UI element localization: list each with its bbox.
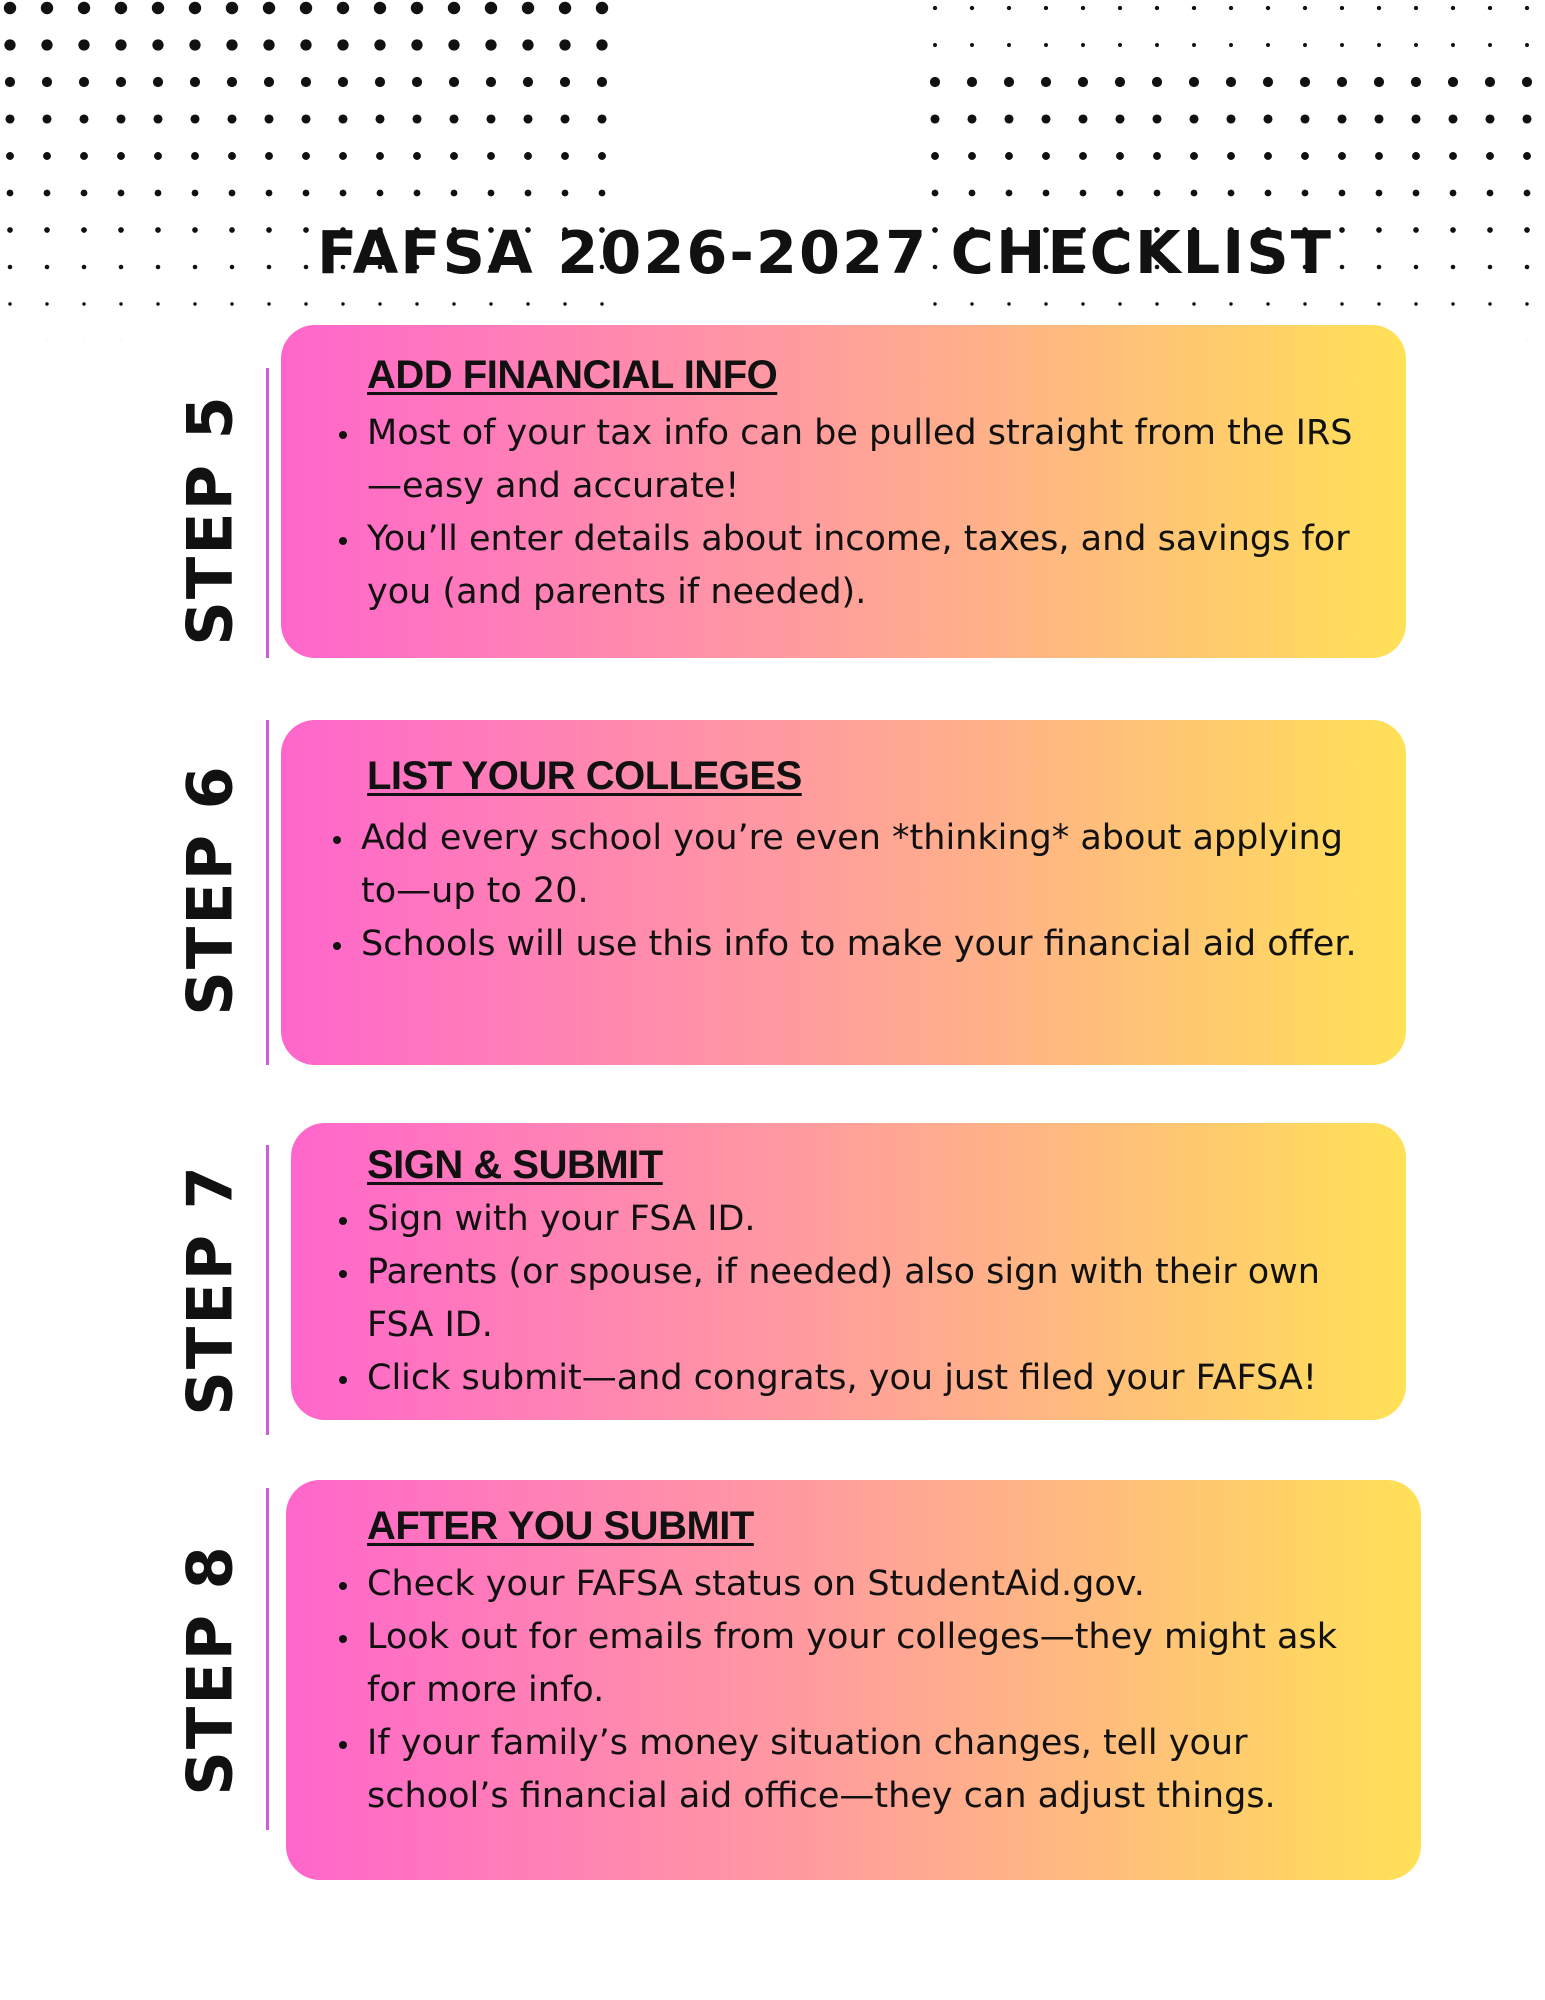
step-6-label-text: STEP 6 (173, 764, 247, 1016)
step-7-rule (266, 1145, 269, 1435)
step-8-bullet-list (333, 1558, 1393, 1823)
step-7-label-text: STEP 7 (173, 1164, 247, 1416)
step-7-card (291, 1123, 1406, 1420)
step-5-heading: ADD FINANCIAL INFO (367, 353, 778, 397)
list-item: Parents (or spouse, if needed) also sign with their own FSA ID. (333, 1246, 1373, 1352)
list-item: Click submit—and congrats, you just filed your FAFSA! (333, 1352, 1373, 1405)
list-item: Look out for emails from your colleges—they might ask for more info. (333, 1611, 1393, 1717)
step-8-card (286, 1480, 1421, 1880)
page-title: FAFSA 2026-2027 CHECKLIST (317, 218, 1333, 287)
list-item: Add every school you’re even *thinking* about applying to—up to 20. (327, 812, 1367, 918)
step-6-rule (266, 720, 269, 1065)
list-item: Sign with your FSA ID. (333, 1193, 1373, 1246)
step-8-label-text: STEP 8 (173, 1544, 247, 1796)
step-5-label-text: STEP 5 (173, 394, 247, 646)
step-6-card (281, 720, 1406, 1065)
step-8-rule (266, 1488, 269, 1830)
list-item: If your family’s money situation changes, tell your school’s financial aid office—they can adjust things. (333, 1717, 1393, 1823)
step-6-bullet-list (327, 812, 1367, 971)
step-7-heading: SIGN & SUBMIT (367, 1143, 663, 1187)
step-7-bullet-list (333, 1193, 1373, 1405)
dot-pattern-decoration (0, 0, 1545, 340)
step-5-bullet-list (333, 407, 1353, 619)
list-item: You’ll enter details about income, taxes, and savings for you (and parents if needed). (333, 513, 1353, 619)
step-8-heading: AFTER YOU SUBMIT (367, 1504, 754, 1548)
list-item: Most of your tax info can be pulled straight from the IRS—easy and accurate! (333, 407, 1353, 513)
step-6-heading: LIST YOUR COLLEGES (367, 754, 802, 798)
list-item: Schools will use this info to make your financial aid offer. (327, 918, 1367, 971)
step-5-rule (266, 368, 269, 658)
list-item: Check your FAFSA status on StudentAid.gov. (333, 1558, 1393, 1611)
step-5-card (281, 325, 1406, 658)
